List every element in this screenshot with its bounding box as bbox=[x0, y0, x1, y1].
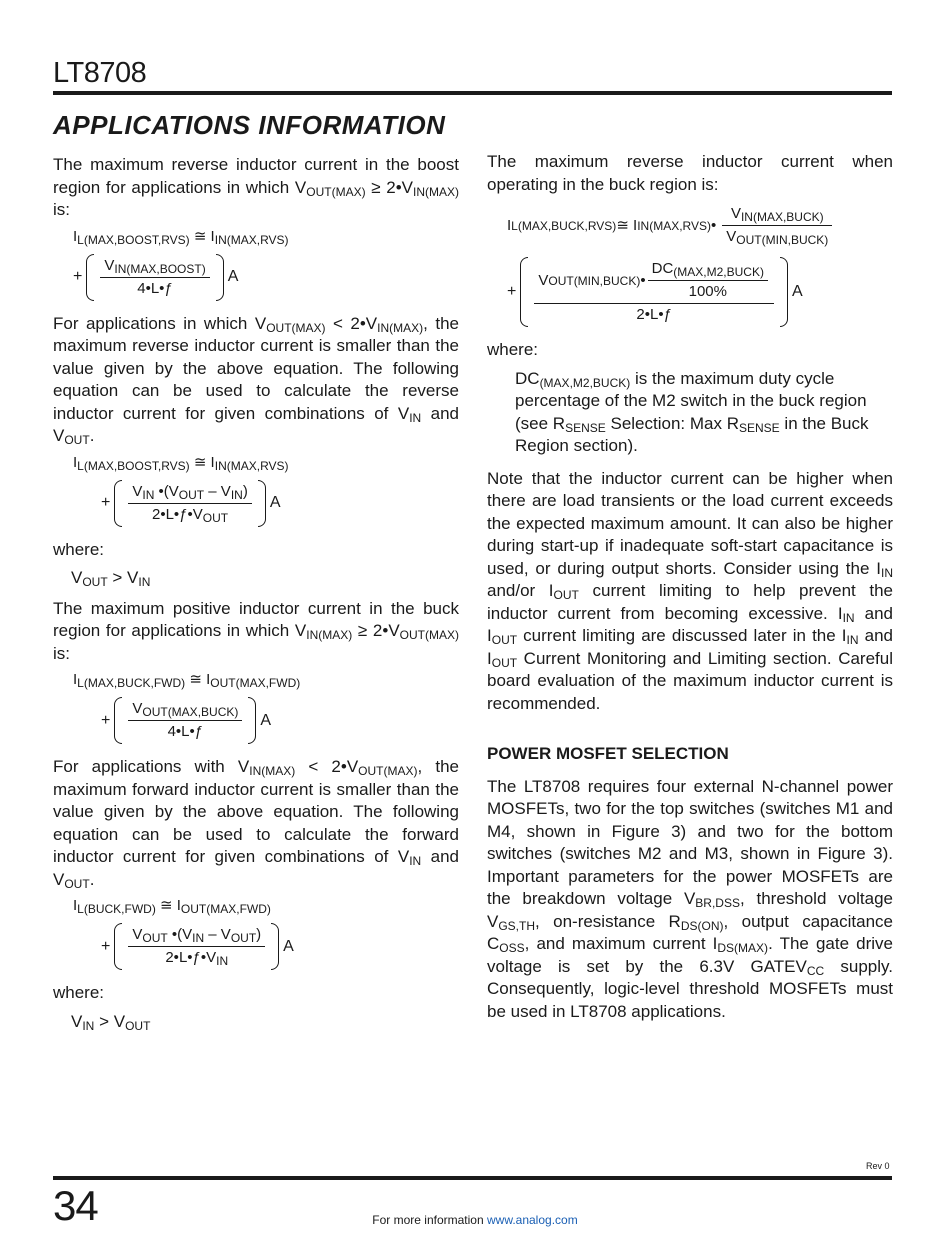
paragraph-forward-smaller: For applications with $V_{IN(MAX)}$ < $2•V_{OUT(MAX)}$, the maximum forward inductor current is smaller than the value given by the above equation. The following equation can be used to calculate the forward inductor current for given combinations of $V_{IN}$ and $V_{OUT}$. bbox=[53, 757, 460, 891]
equation-buck-forward-general: $I_{L(BUCK,FWD)}$ ≅ $I_{OUT(MAX,FWD)}$ + $\frac{V_{OUT} •(V_{IN} - V_{OUT})}{2•L•ƒ•V_{IN}}$ A bbox=[73, 897, 294, 968]
website-link[interactable]: www.analog.com bbox=[486, 1213, 578, 1227]
paragraph-inductor-note: Note that the inductor current can be higher when there are load transients or the load current exceeds the expected maximum amount. It can also be higher during start-up if inadequate soft-start capacitance is used, or during output shorts. Consider using the $I_{IN}$ and/or $I_{OUT}$ current limiting to help prevent the inductor current from becoming excessive. $I_{IN}$ and $I_{OUT}$ current limiting are discussed later in the $I_{IN}$ and $I_{OUT}$ Current Monitoring and Limiting section. Careful board evaluation of the maximum inductor current is recommended. bbox=[487, 468, 893, 713]
part-number: LT8708 bbox=[53, 57, 147, 89]
definition-dc-max: $DC_{(MAX,M2,BUCK)}$ is the maximum duty cycle percentage of the M2 switch in the buck region (see $R_{SENSE}$ Selection: Max $R_{SENSE}$ in the Buck Region section). bbox=[515, 368, 869, 455]
paragraph-mosfet-selection: The LT8708 requires four external N-channel power MOSFETs, two for the top switches (switches M1 and M4, shown in Figure 3) and two for the bottom switches (switches M2 and M3, shown in Figure 3). Important parameters for the power MOSFETs are the breakdown voltage $V_{BR,DSS}$, threshold voltage $V_{GS,TH}$, on-resistance $R_{DS(ON)}$, output capacitance $C_{OSS}$, and maximum current $I_{DS(MAX)}$. The gate drive voltage is set by the 6.3V $GATEV_{CC}$ supply. Consequently, logic-level threshold MOSFETs must be used in LT8708 applications. bbox=[487, 776, 894, 1021]
footer-rule bbox=[53, 1176, 892, 1180]
where-label: where: bbox=[487, 340, 539, 359]
page-number: 34 bbox=[53, 1182, 98, 1229]
equation-buck-forward: $I_{L(MAX,BUCK,FWD)}$ ≅ $I_{OUT(MAX,FWD)}$ + $\frac{V_{OUT(MAX,BUCK)}}{4•L•ƒ}$ A bbox=[53, 671, 459, 744]
header-rule bbox=[53, 91, 892, 95]
heading-power-mosfet: POWER MOSFET SELECTION bbox=[487, 744, 729, 763]
left-column bbox=[53, 154, 459, 1041]
equation-boost-reverse-general: $I_{L(MAX,BOOST,RVS)}$ ≅ $I_{IN(MAX,RVS)}$ + $\frac{V_{IN} •(V_{OUT} - V_{IN})}{2•L•ƒ•V_{OUT}}$ A bbox=[73, 453, 289, 525]
paragraph-boost-reverse: The maximum reverse inductor current in the boost region for applications in which $V_{OUT(MAX)}$ ≥ $2•V_{IN(MAX)}$ is: bbox=[53, 155, 459, 219]
paragraph-buck-reverse: The maximum reverse inductor current when operating in the buck region is: bbox=[487, 152, 893, 194]
revision-label: Rev 0 bbox=[866, 1161, 890, 1171]
right-column bbox=[487, 151, 893, 1033]
where-label: where: bbox=[53, 539, 105, 559]
paragraph-buck-forward: The maximum positive inductor current in the buck region for applications in which $V_{IN(MAX)}$ ≥ $2•V_{OUT(MAX)}$ is: bbox=[53, 598, 459, 663]
footer-info: For more information www.analog.com bbox=[372, 1213, 578, 1227]
paragraph-reverse-smaller: For applications in which $V_{OUT(MAX)}$ < $2•V_{IN(MAX)}$, the maximum reverse inductor current is smaller than the value given by the above equation. The following equation can be used to calculate the reverse inductor current for given combinations of $V_{IN}$ and $V_{OUT}$. bbox=[53, 313, 460, 447]
condition-vout-gt-vin: $V_{OUT} > V_{IN}$ bbox=[71, 568, 151, 589]
equation-boost-reverse: $I_{L(MAX,BOOST,RVS)}$ ≅ $I_{IN(MAX,RVS)}$ + $\frac{V_{IN(MAX,BOOST)}}{4•L•ƒ}$ A bbox=[53, 228, 459, 301]
section-title: APPLICATIONS INFORMATION bbox=[53, 110, 446, 140]
equation-buck-reverse: I L(MAX,BUCK,RVS) ≅ I IN(MAX,RVS) • $\frac{V_{IN(MAX,BUCK)}}{V_{OUT(MIN,BUCK)}}$ + V OUT(MIN,BUCK) • $\frac{DC_{(MAX,M2,BUCK)}}{100\%}$ 2•L•ƒ A bbox=[487, 202, 893, 327]
where-label: where: bbox=[53, 983, 105, 1002]
condition-vin-gt-vout: $V_{IN} > V_{OUT}$ bbox=[71, 1011, 151, 1033]
